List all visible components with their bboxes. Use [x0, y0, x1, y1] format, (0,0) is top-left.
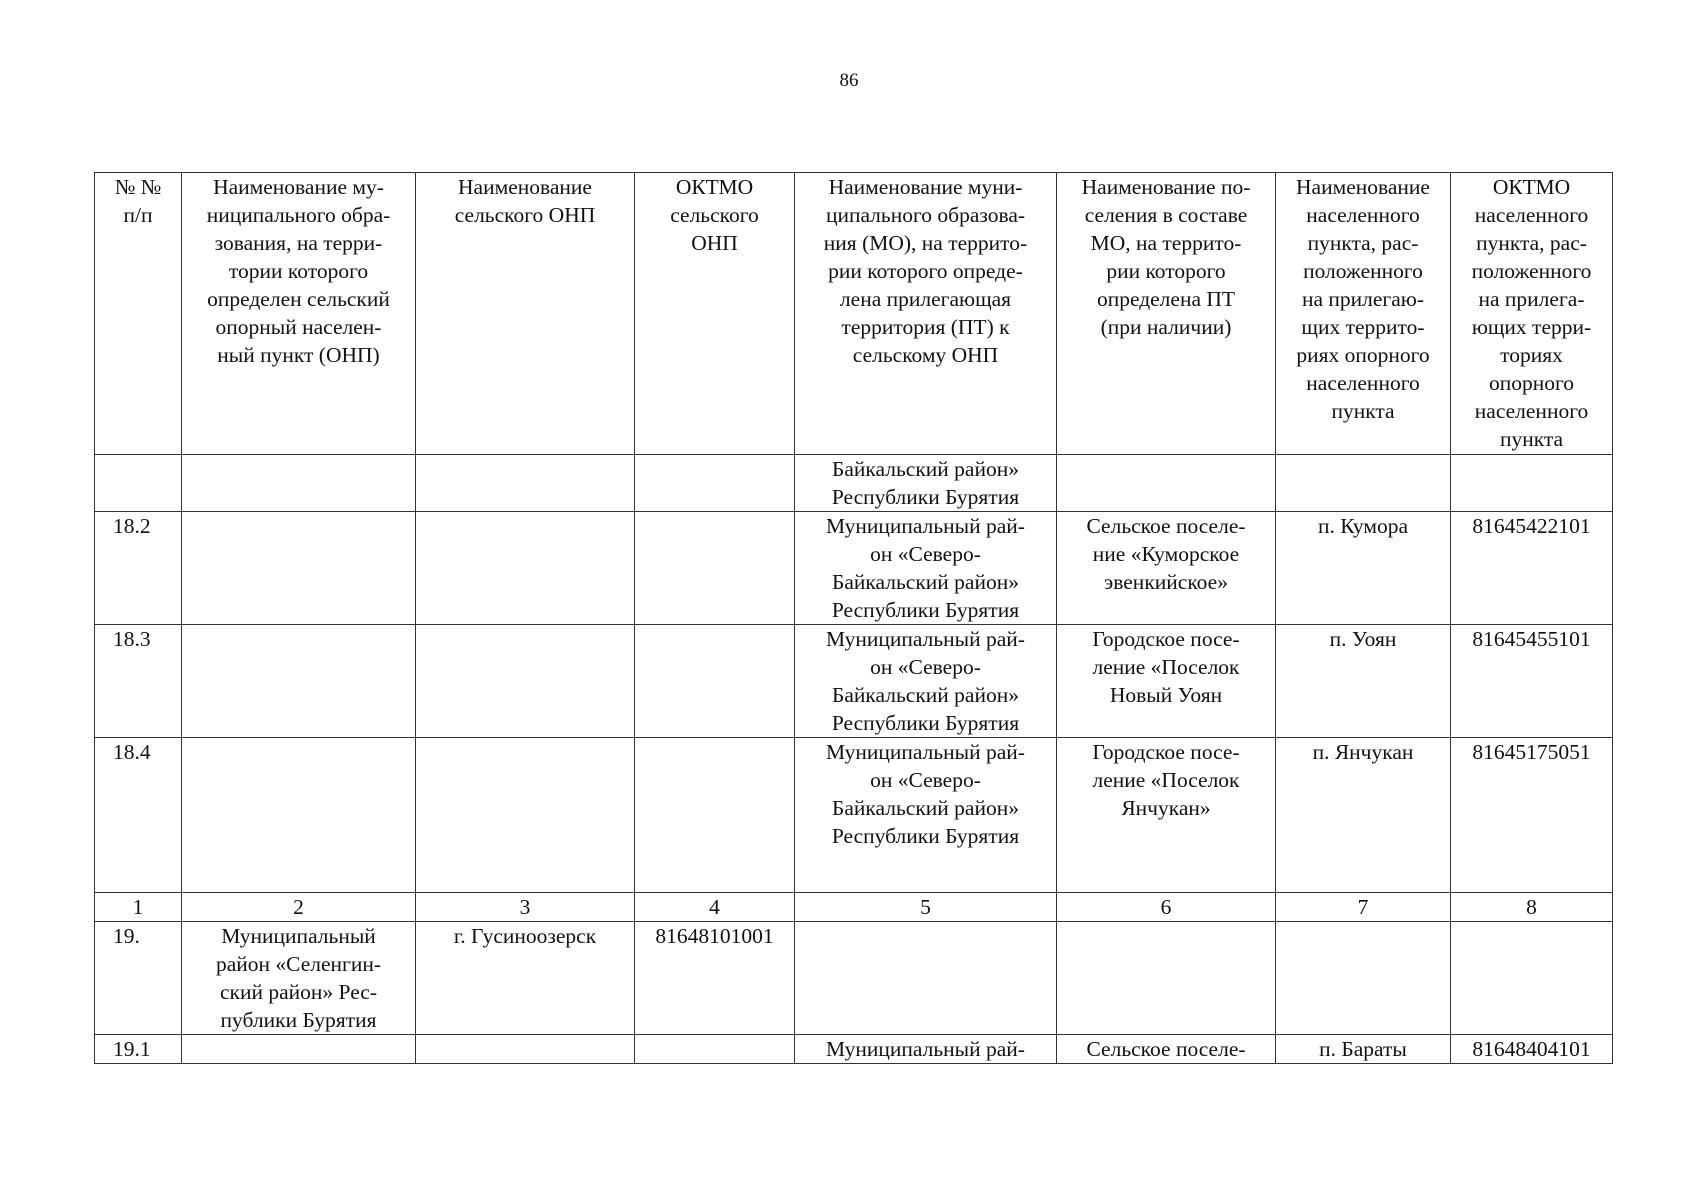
- header-onp-name: Наименование сельского ОНП: [416, 173, 635, 455]
- column-index: 2: [182, 893, 416, 922]
- cell-locality-name: п. Бараты: [1276, 1035, 1451, 1064]
- cell-onp-municipality: [182, 455, 416, 512]
- cell-onp-name: [416, 738, 635, 893]
- cell-onp-name: [416, 1035, 635, 1064]
- table-row: [95, 738, 1613, 893]
- cell-locality-name: [1276, 455, 1451, 512]
- column-index: 3: [416, 893, 635, 922]
- cell-pt-municipality: Муниципальный рай- он «Северо- Байкальский район» Республики Бурятия: [795, 512, 1057, 625]
- cell-number: 18.2: [95, 512, 182, 625]
- cell-pt-municipality: [795, 922, 1057, 1035]
- cell-settlement: [1057, 455, 1276, 512]
- cell-pt-municipality: Байкальский район» Республики Бурятия: [795, 455, 1057, 512]
- cell-onp-oktmo: 81648101001: [635, 922, 795, 1035]
- cell-onp-oktmo: [635, 512, 795, 625]
- cell-settlement: [1057, 922, 1276, 1035]
- table-row: [95, 922, 1613, 1035]
- cell-number: 18.4: [95, 738, 182, 893]
- cell-number: 18.3: [95, 625, 182, 738]
- cell-onp-oktmo: [635, 1035, 795, 1064]
- cell-onp-name: [416, 455, 635, 512]
- header-pt-municipality: Наименование муни- ципального образова- ния (МО), на террито- рии которого опреде- лена прилегающая территория (ПТ) к сельскому ОНП: [795, 173, 1057, 455]
- header-locality-name: Наименование населенного пункта, рас- положенного на прилегаю- щих террито- риях опорного населенного пункта: [1276, 173, 1451, 455]
- column-index: 6: [1057, 893, 1276, 922]
- header-onp-municipality: Наименование му- ниципального обра- зования, на терри- тории которого определен сельский опорный населен- ный пункт (ОНП): [182, 173, 416, 455]
- cell-locality-name: п. Кумора: [1276, 512, 1451, 625]
- table-header-row: [95, 173, 1613, 455]
- header-locality-oktmo: ОКТМО населенного пункта, рас- положенного на прилега- ющих терри- ториях опорного населенного пункта: [1451, 173, 1613, 455]
- cell-onp-oktmo: [635, 738, 795, 893]
- table-row: [95, 625, 1613, 738]
- cell-onp-municipality: [182, 625, 416, 738]
- cell-pt-municipality: Муниципальный рай-: [795, 1035, 1057, 1064]
- cell-onp-name: [416, 512, 635, 625]
- cell-onp-municipality: [182, 1035, 416, 1064]
- cell-onp-name: г. Гусиноозерск: [416, 922, 635, 1035]
- cell-locality-oktmo: [1451, 455, 1613, 512]
- header-settlement: Наименование по- селения в составе МО, на террито- рии которого определена ПТ (при наличии): [1057, 173, 1276, 455]
- column-index: 8: [1451, 893, 1613, 922]
- cell-pt-municipality: Муниципальный рай- он «Северо- Байкальский район» Республики Бурятия: [795, 625, 1057, 738]
- column-index: 1: [95, 893, 182, 922]
- cell-pt-municipality: Муниципальный рай- он «Северо- Байкальский район» Республики Бурятия: [795, 738, 1057, 893]
- header-onp-oktmo: ОКТМО сельского ОНП: [635, 173, 795, 455]
- cell-onp-municipality: Муниципальный район «Селенгин- ский район» Рес- публики Бурятия: [182, 922, 416, 1035]
- table-row: [95, 1035, 1613, 1064]
- cell-settlement: Городское посе- ление «Поселок Янчукан»: [1057, 738, 1276, 893]
- cell-onp-municipality: [182, 512, 416, 625]
- cell-locality-name: п. Уоян: [1276, 625, 1451, 738]
- table-row: [95, 512, 1613, 625]
- cell-settlement: Городское посе- ление «Поселок Новый Уоян: [1057, 625, 1276, 738]
- cell-locality-oktmo: 81645175051: [1451, 738, 1613, 893]
- column-index: 7: [1276, 893, 1451, 922]
- cell-locality-oktmo: 81645422101: [1451, 512, 1613, 625]
- cell-onp-oktmo: [635, 625, 795, 738]
- cell-settlement: Сельское поселе- ние «Куморское эвенкийское»: [1057, 512, 1276, 625]
- cell-locality-oktmo: 81648404101: [1451, 1035, 1613, 1064]
- column-index: 4: [635, 893, 795, 922]
- cell-onp-oktmo: [635, 455, 795, 512]
- column-index: 5: [795, 893, 1057, 922]
- cell-onp-municipality: [182, 738, 416, 893]
- table-row: [95, 455, 1613, 512]
- page-number: 86: [839, 70, 859, 91]
- cell-locality-name: [1276, 922, 1451, 1035]
- cell-locality-name: п. Янчукан: [1276, 738, 1451, 893]
- cell-number: [95, 455, 182, 512]
- column-index-row: [95, 893, 1613, 922]
- settlements-table: [94, 172, 1613, 1064]
- cell-settlement: Сельское поселе-: [1057, 1035, 1276, 1064]
- header-row-number: № № п/п: [95, 173, 182, 455]
- cell-number: 19.1: [95, 1035, 182, 1064]
- cell-onp-name: [416, 625, 635, 738]
- cell-locality-oktmo: [1451, 922, 1613, 1035]
- cell-number: 19.: [95, 922, 182, 1035]
- cell-locality-oktmo: 81645455101: [1451, 625, 1613, 738]
